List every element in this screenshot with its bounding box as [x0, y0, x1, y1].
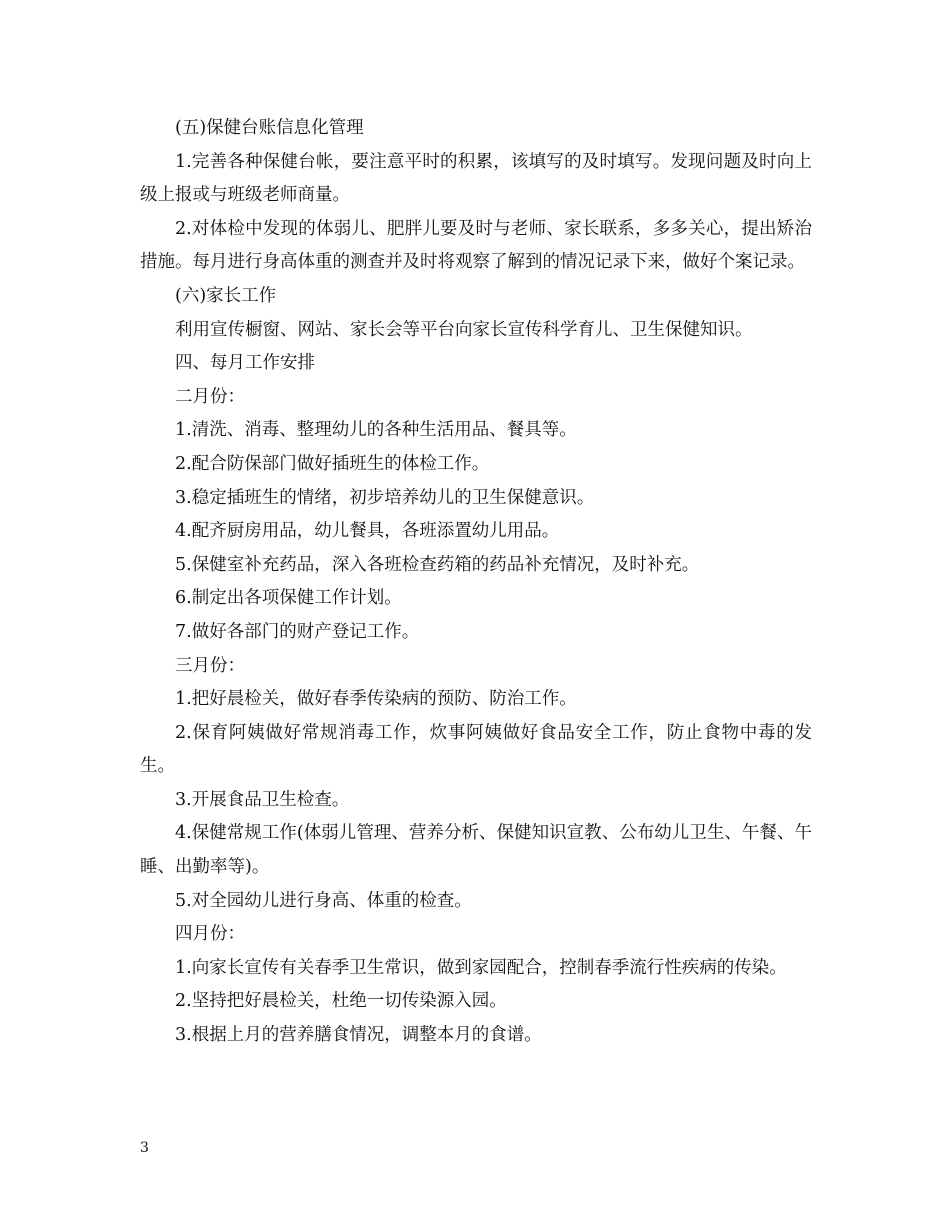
list-item: 4.配齐厨房用品，幼儿餐具，各班添置幼儿用品。	[175, 521, 560, 542]
section-heading-parent-work: (六)家长工作	[175, 285, 277, 306]
section-heading-health-records: (五)保健台账信息化管理	[175, 118, 364, 138]
paragraph-records-item-1: 1.完善各种保健台帐，要注意平时的积累，该填写的及时填写。发现问题及时向上级上报或与班级老师商量。	[140, 151, 812, 206]
list-item: 2.配合防保部门做好插班生的体检工作。	[175, 453, 490, 474]
list-item: 5.对全园幼儿进行身高、体重的检查。	[175, 890, 472, 911]
list-item: 2.保育阿姨做好常规消毒工作，炊事阿姨做好食品安全工作，防止食物中毒的发生。	[140, 722, 812, 777]
month-heading-march: 三月份：	[175, 655, 245, 676]
section-heading-monthly-plan: 四、每月工作安排	[175, 353, 315, 374]
list-item: 1.向家长宣传有关春季卫生常识，做到家园配合，控制春季流行性疾病的传染。	[175, 957, 787, 978]
paragraph-parent-work: 利用宣传橱窗、网站、家长会等平台向家长宣传科学育儿、卫生保健知识。	[175, 319, 753, 340]
list-item: 5.保健室补充药品，深入各班检查药箱的药品补充情况，及时补充。	[175, 554, 700, 575]
list-item: 2.坚持把好晨检关，杜绝一切传染源入园。	[175, 991, 507, 1012]
month-heading-april: 四月份：	[175, 924, 245, 945]
list-item: 1.清洗、消毒、整理幼儿的各种生活用品、餐具等。	[175, 420, 577, 441]
list-item: 6.制定出各项保健工作计划。	[175, 588, 402, 609]
list-item: 3.根据上月的营养膳食情况，调整本月的食谱。	[175, 1025, 542, 1046]
list-item: 7.做好各部门的财产登记工作。	[175, 621, 420, 642]
paragraph-records-item-2: 2.对体检中发现的体弱儿、肥胖儿要及时与老师、家长联系，多多关心，提出矫治措施。每月进行身高体重的测查并及时将观察了解到的情况记录下来，做好个案记录。	[140, 218, 812, 273]
list-item: 1.把好晨检关，做好春季传染病的预防、防治工作。	[175, 689, 577, 710]
list-item: 3.稳定插班生的情绪，初步培养幼儿的卫生保健意识。	[175, 487, 595, 508]
month-heading-february: 二月份：	[175, 386, 245, 407]
page-number: 3	[140, 1140, 149, 1156]
document-body	[140, 112, 812, 1053]
list-item: 3.开展食品卫生检查。	[175, 789, 350, 810]
list-item: 4.保健常规工作(体弱儿管理、营养分析、保健知识宣教、公布幼儿卫生、午餐、午睡、出勤率等)。	[140, 823, 812, 878]
